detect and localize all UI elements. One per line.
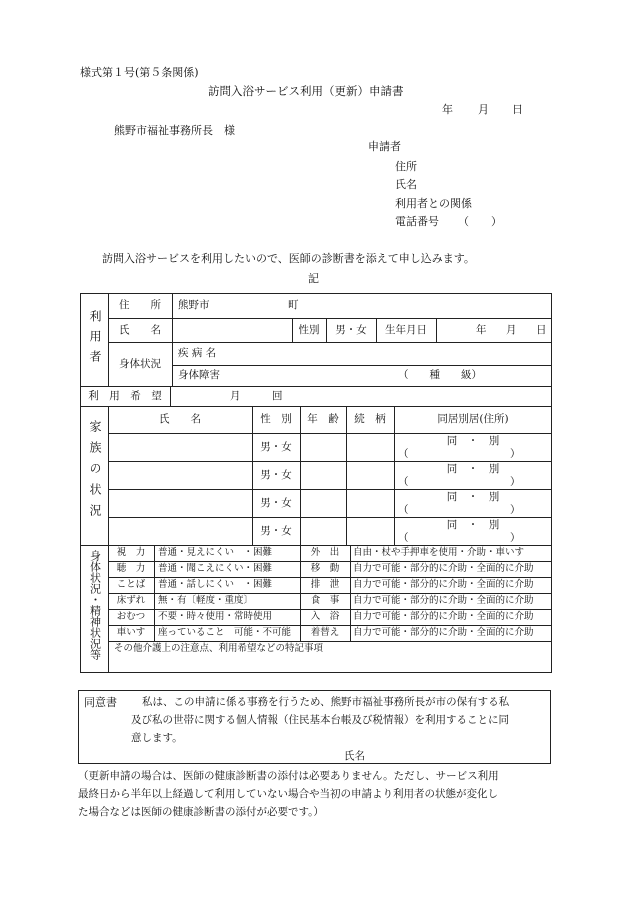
footnote-line-3: た場合などは医師の健康診断書の添付が必要です。）: [78, 806, 324, 818]
family-header-name: 氏 名: [159, 413, 201, 426]
applicant-phone-parens: （ ）: [458, 215, 502, 228]
status-value-1: 普通・話しにくい ・困難: [158, 579, 273, 591]
family-sex: 男・女: [260, 496, 292, 509]
family-paren-close: ）: [510, 532, 521, 545]
condition-label: 身体状況: [119, 357, 161, 370]
status-value-1: 無・有〔軽度・重度〕: [158, 595, 254, 607]
birth-month: 月: [506, 323, 517, 336]
family-cohab: 同 ・ 別: [446, 518, 500, 531]
applicant-relation-label: 利用者との関係: [395, 197, 472, 210]
status-label-2: 入 浴: [310, 611, 340, 623]
date-day: 日: [512, 103, 523, 116]
date-year: 年: [442, 103, 453, 116]
status-label-1: ことば: [116, 579, 146, 591]
status-group-text: 身体状況・精神状況等: [88, 550, 102, 660]
sex-label: 性別: [298, 323, 320, 336]
address-label: 住 所: [119, 299, 161, 312]
status-label-2: 外 出: [310, 547, 340, 559]
usage-times: 回: [272, 389, 283, 402]
disability-grade: （ 種 級）: [398, 369, 482, 382]
status-group-label: [84, 550, 106, 660]
addressee: 熊野市福祉事務所長 様: [114, 124, 235, 137]
user-group-text: 利用者: [88, 310, 102, 370]
status-value-1: 座っていること 可能・不可能: [158, 627, 292, 639]
family-paren-open: （: [398, 448, 409, 461]
birth-label: 生年月日: [385, 323, 427, 336]
status-label-1: おむつ: [116, 611, 146, 623]
intro-text: 訪問入浴サービスを利用したいので、医師の診断書を添えて申し込みます。: [102, 252, 475, 265]
status-value-1: 普通・聞こえにくい・困難: [158, 563, 273, 575]
family-header-cohab: 同居別居(住所): [437, 413, 509, 426]
address-city: 熊野市: [178, 299, 210, 312]
consent-line-3: 意します。: [131, 732, 183, 744]
family-header-sex: 性 別: [260, 413, 292, 426]
status-value-2: 自力で可能・部分的に介助・全面的に介助: [353, 595, 534, 607]
address-town: 町: [288, 299, 299, 312]
name-label: 氏 名: [119, 323, 161, 336]
birth-day: 日: [536, 323, 547, 336]
consent-line-2: 及び私の世帯に関する個人情報（住民基本台帳及び税情報）を利用することに同: [131, 714, 509, 726]
status-label-1: 聴 力: [116, 563, 146, 575]
family-sex: 男・女: [260, 440, 292, 453]
status-value-1: 普通・見えにくい ・困難: [158, 547, 273, 559]
sex-options: 男・女: [335, 323, 367, 336]
family-group-text: 家族の状況: [88, 420, 102, 525]
status-label-2: 移 動: [310, 563, 340, 575]
consent-line-1: 私は、この申請に係る事務を行うため、熊野市福祉事務所長が市の保有する私: [142, 696, 510, 708]
form-number: 様式第１号(第５条関係): [80, 66, 199, 79]
family-paren-open: （: [398, 532, 409, 545]
usage-label: 利 用 希 望: [88, 389, 162, 402]
family-paren-close: ）: [510, 448, 521, 461]
status-label-2: 着替え: [310, 627, 340, 639]
consent-name-label: 氏名: [344, 750, 365, 762]
status-value-2: 自力で可能・部分的に介助・全面的に介助: [353, 563, 534, 575]
status-label-1: 床ずれ: [116, 595, 146, 607]
family-cohab: 同 ・ 別: [446, 434, 500, 447]
status-value-2: 自由・杖や手押車を使用・介助・車いす: [353, 547, 525, 559]
applicant-heading: 申請者: [368, 140, 401, 153]
ki-mark: 記: [308, 272, 319, 285]
birth-year: 年: [476, 323, 487, 336]
status-value-2: 自力で可能・部分的に介助・全面的に介助: [353, 611, 534, 623]
family-paren-open: （: [398, 504, 409, 517]
status-label-2: 食 事: [310, 595, 340, 607]
family-paren-close: ）: [510, 476, 521, 489]
status-label-2: 排 泄: [310, 579, 340, 591]
family-group-label: [84, 420, 106, 525]
family-paren-close: ）: [510, 504, 521, 517]
status-value-2: 自力で可能・部分的に介助・全面的に介助: [353, 579, 534, 591]
applicant-address-label: 住所: [395, 160, 417, 173]
disability-label: 身体障害: [178, 369, 220, 382]
usage-month: 月: [230, 389, 241, 402]
consent-label: 同意書: [84, 696, 117, 709]
disease-label: 疾 病 名: [178, 347, 217, 360]
family-cohab: 同 ・ 別: [446, 490, 500, 503]
status-value-1: 不要・時々使用・常時使用: [158, 611, 273, 623]
family-paren-open: （: [398, 476, 409, 489]
footnote-line-2: 最終日から半年以上経過して利用していない場合や当初の申請より利用者の状態が変化し: [78, 788, 498, 800]
family-sex: 男・女: [260, 468, 292, 481]
form-title: 訪問入浴サービス利用（更新）申請書: [208, 84, 404, 98]
status-label-1: 車いす: [116, 627, 146, 639]
family-header-relation: 続 柄: [354, 413, 386, 426]
date-month: 月: [478, 103, 489, 116]
applicant-phone-label: 電話番号: [395, 215, 439, 228]
family-sex: 男・女: [260, 524, 292, 537]
status-notes: その他介護上の注意点、利用希望などの特記事項: [114, 643, 324, 655]
applicant-name-label: 氏名: [395, 178, 417, 191]
family-cohab: 同 ・ 別: [446, 462, 500, 475]
status-value-2: 自力で可能・部分的に介助・全面的に介助: [353, 627, 534, 639]
user-group-label: [84, 310, 106, 370]
status-label-1: 視 力: [116, 547, 146, 559]
family-header-age: 年 齢: [307, 413, 339, 426]
footnote-line-1: （更新申請の場合は、医師の健康診断書の添付は必要ありません。ただし、サービス利用: [78, 770, 499, 782]
